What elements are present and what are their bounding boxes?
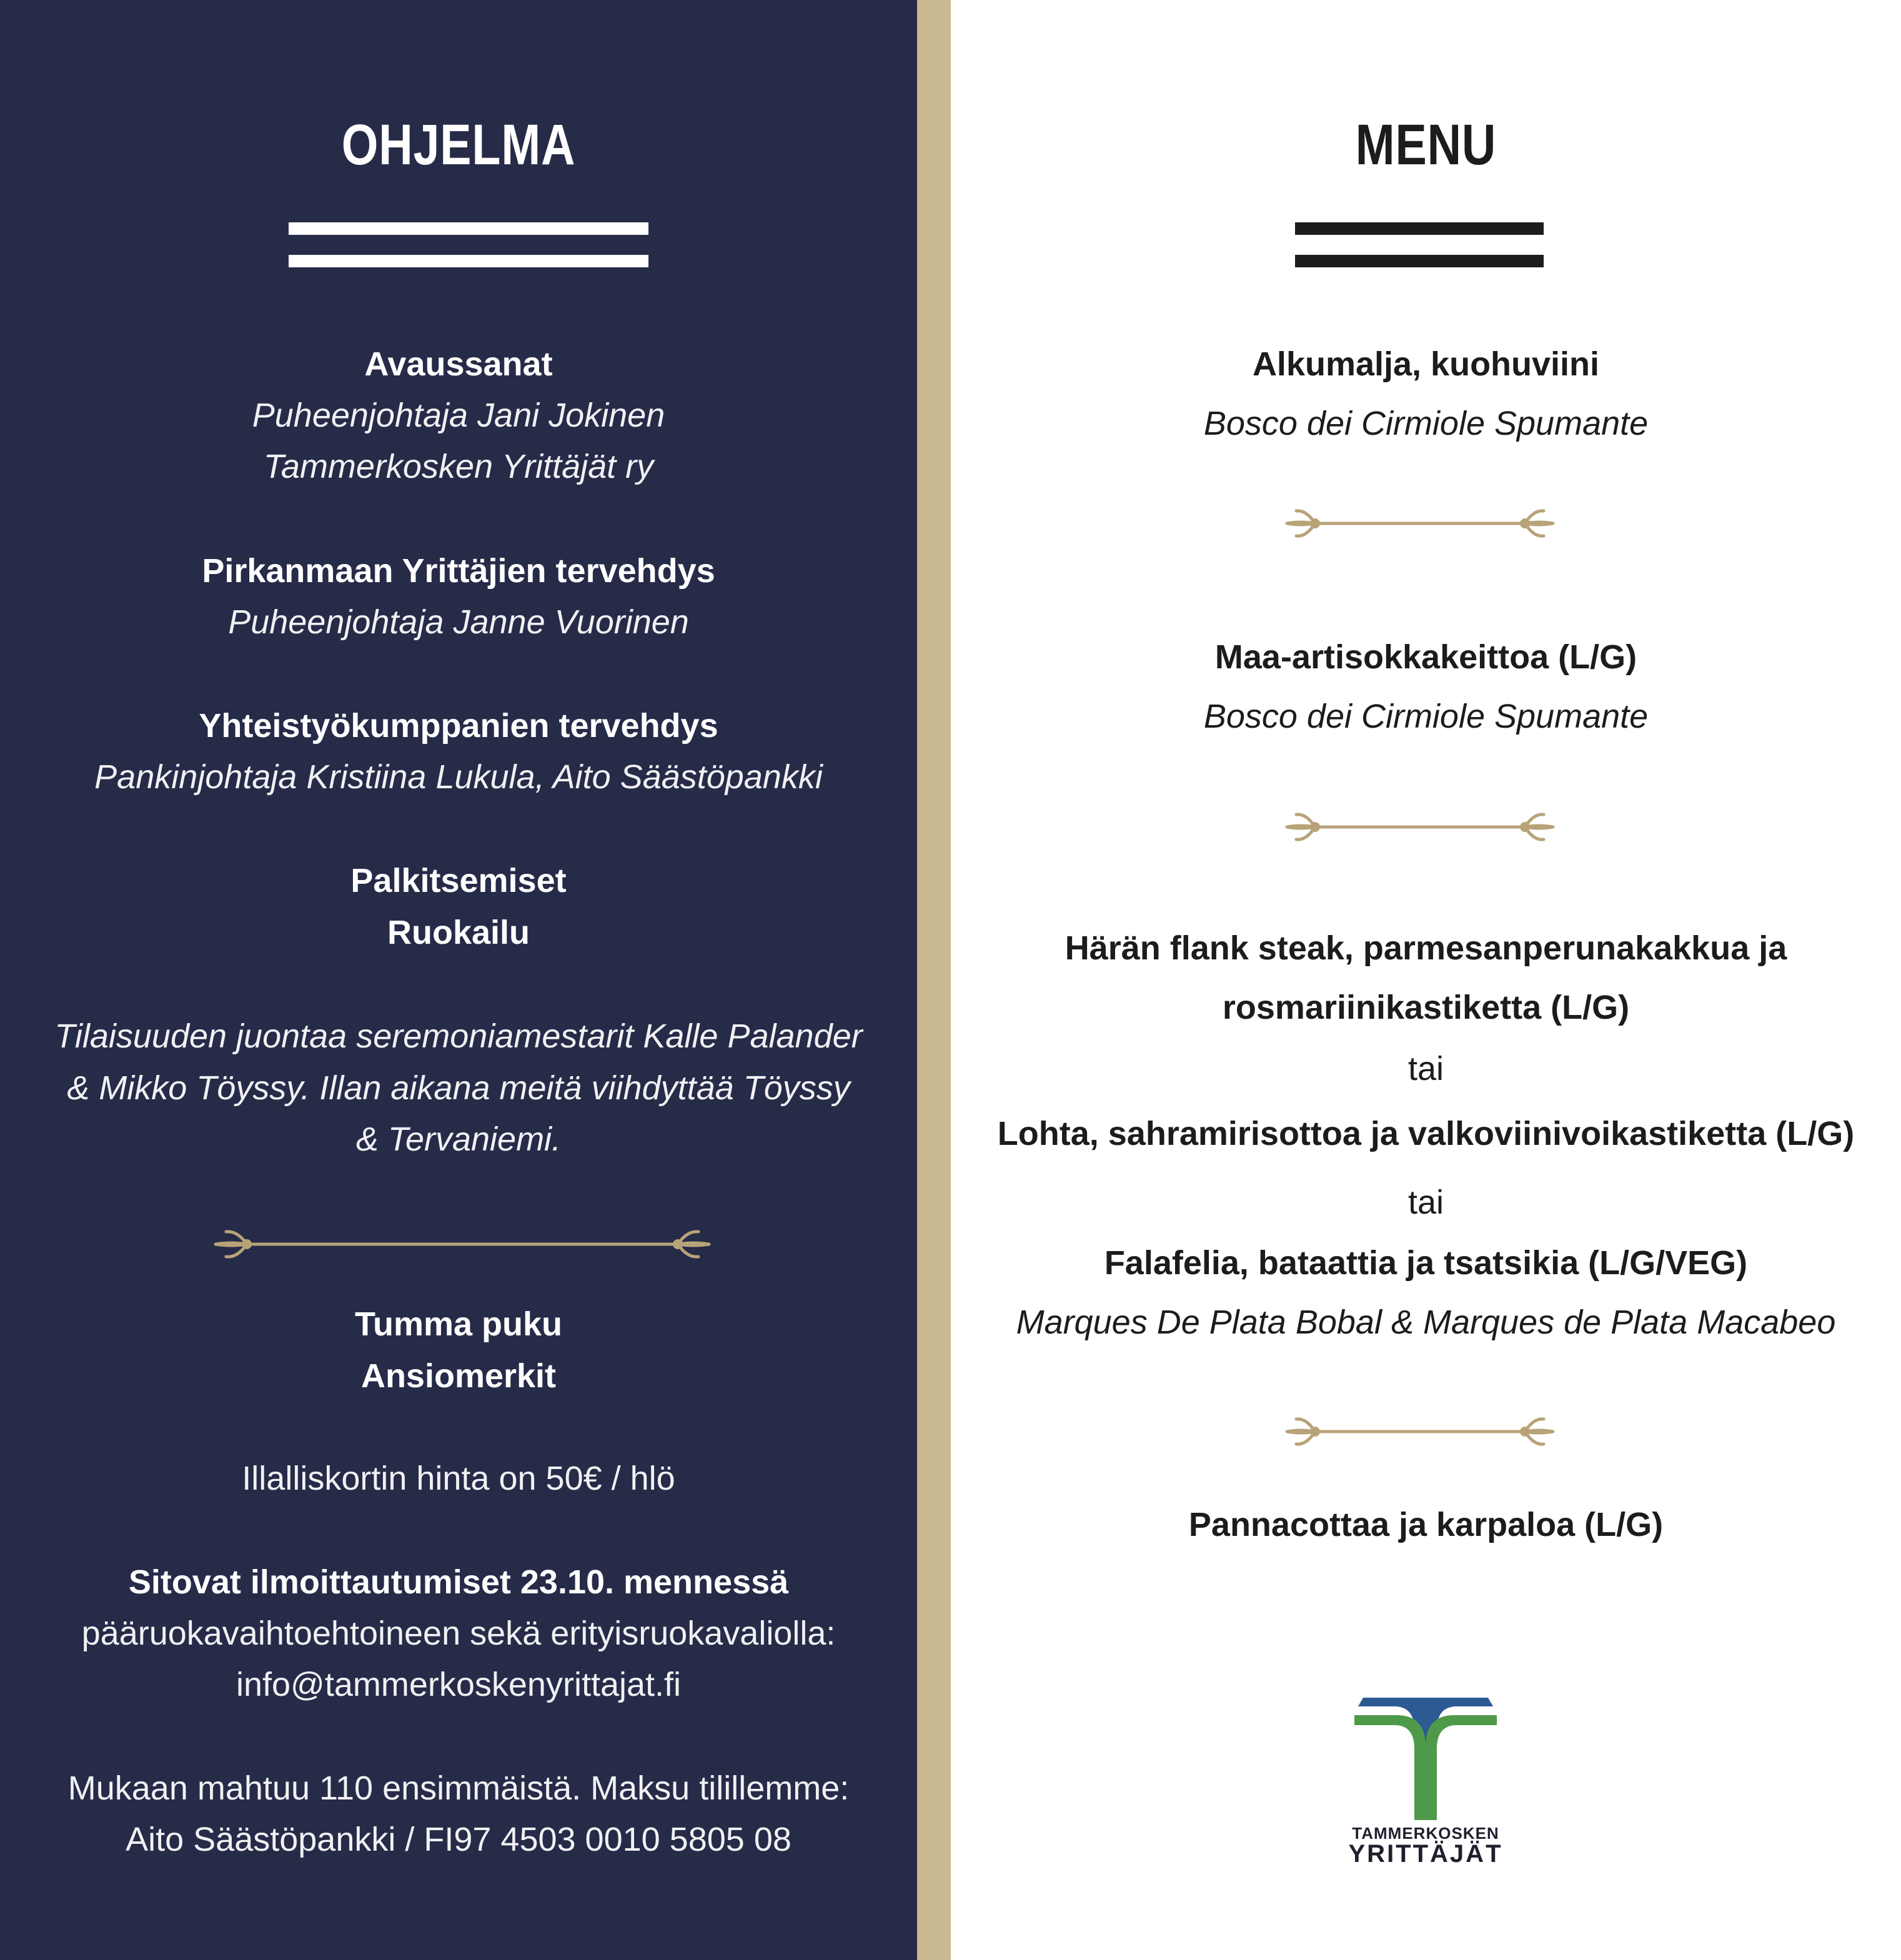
or-label: tai: [1407, 1050, 1444, 1087]
dress-code: Tumma puku: [354, 1305, 562, 1343]
logo-text-line-1: TAMMERKOSKEN: [1352, 1824, 1499, 1843]
menu-panel: [951, 0, 1901, 1960]
divider-strip: [917, 0, 951, 1960]
title-underline-top: [289, 222, 648, 235]
main-course-wine: Marques De Plata Bobal & Marques de Plata Macabeo: [1016, 1304, 1836, 1341]
main-course-3: Falafelia, bataattia ja tsatsikia (L/G/VEG): [1104, 1244, 1748, 1282]
yhteistyo-heading: Yhteistyökumppanien tervehdys: [199, 707, 718, 745]
logo-text-line-2: YRITTÄJÄT: [1348, 1840, 1503, 1868]
host-line-2: & Mikko Töyssy. Illan aikana meitä viihdyttää Töyssy: [67, 1069, 850, 1107]
title-underline-top: [1295, 222, 1544, 235]
yhteistyo-speaker: Pankinjohtaja Kristiina Lukula, Aito Säästöpankki: [94, 758, 823, 796]
main-course-1-line-1: Härän flank steak, parmesanperunakakkua ja: [1065, 929, 1787, 967]
ornament-divider: [1284, 1412, 1556, 1452]
insignia: Ansiomerkit: [360, 1357, 557, 1395]
payment-info: Mukaan mahtuu 110 ensimmäistä. Maksu tilillemme:: [67, 1769, 850, 1807]
menu-title: MENU: [1355, 113, 1497, 177]
price-info: Illalliskortin hinta on 50€ / hlö: [242, 1460, 675, 1497]
main-course-1-line-2: rosmariinikastiketta (L/G): [1222, 989, 1630, 1026]
title-underline-bottom: [289, 255, 648, 267]
avaussanat-speaker: Puheenjohtaja Jani Jokinen: [252, 397, 665, 434]
ohjelma-panel: [0, 0, 917, 1960]
payment-account: Aito Säästöpankki / FI97 4503 0010 5805 08: [126, 1821, 792, 1858]
or-label: tai: [1407, 1184, 1444, 1221]
palkitsemiset: Palkitsemiset: [350, 862, 567, 899]
aperitif: Alkumalja, kuohuviini: [1252, 345, 1600, 383]
title-underline-bottom: [1295, 255, 1544, 267]
ornament-divider: [1284, 807, 1556, 847]
registration-email: info@tammerkoskenyrittajat.fi: [236, 1666, 682, 1703]
starter: Maa-artisokkakeittoa (L/G): [1214, 638, 1637, 676]
avaussanat-organization: Tammerkosken Yrittäjät ry: [263, 448, 654, 485]
pirkanmaa-heading: Pirkanmaan Yrittäjien tervehdys: [202, 552, 715, 590]
ornament-divider: [212, 1224, 712, 1264]
registration-details: pääruokavaihtoehtoineen sekä erityisruokavaliolla:: [81, 1615, 836, 1652]
registration-heading: Sitovat ilmoittautumiset 23.10. mennessä: [128, 1563, 789, 1601]
dessert: Pannacottaa ja karpaloa (L/G): [1188, 1506, 1664, 1543]
starter-wine: Bosco dei Cirmiole Spumante: [1203, 698, 1649, 735]
avaussanat-heading: Avaussanat: [364, 345, 553, 383]
aperitif-wine: Bosco dei Cirmiole Spumante: [1203, 405, 1649, 442]
tammerkosken-yrittajat-logo: [1332, 1689, 1519, 1820]
ornament-divider: [1284, 503, 1556, 543]
ruokailu: Ruokailu: [387, 914, 530, 951]
host-line-1: Tilaisuuden juontaa seremoniamestarit Kalle Palander: [54, 1017, 863, 1055]
pirkanmaa-speaker: Puheenjohtaja Janne Vuorinen: [228, 603, 689, 641]
main-course-2: Lohta, sahramirisottoa ja valkoviinivoikastiketta (L/G): [997, 1115, 1855, 1152]
ohjelma-title: OHJELMA: [341, 113, 576, 177]
host-line-3: & Tervaniemi.: [355, 1121, 562, 1158]
